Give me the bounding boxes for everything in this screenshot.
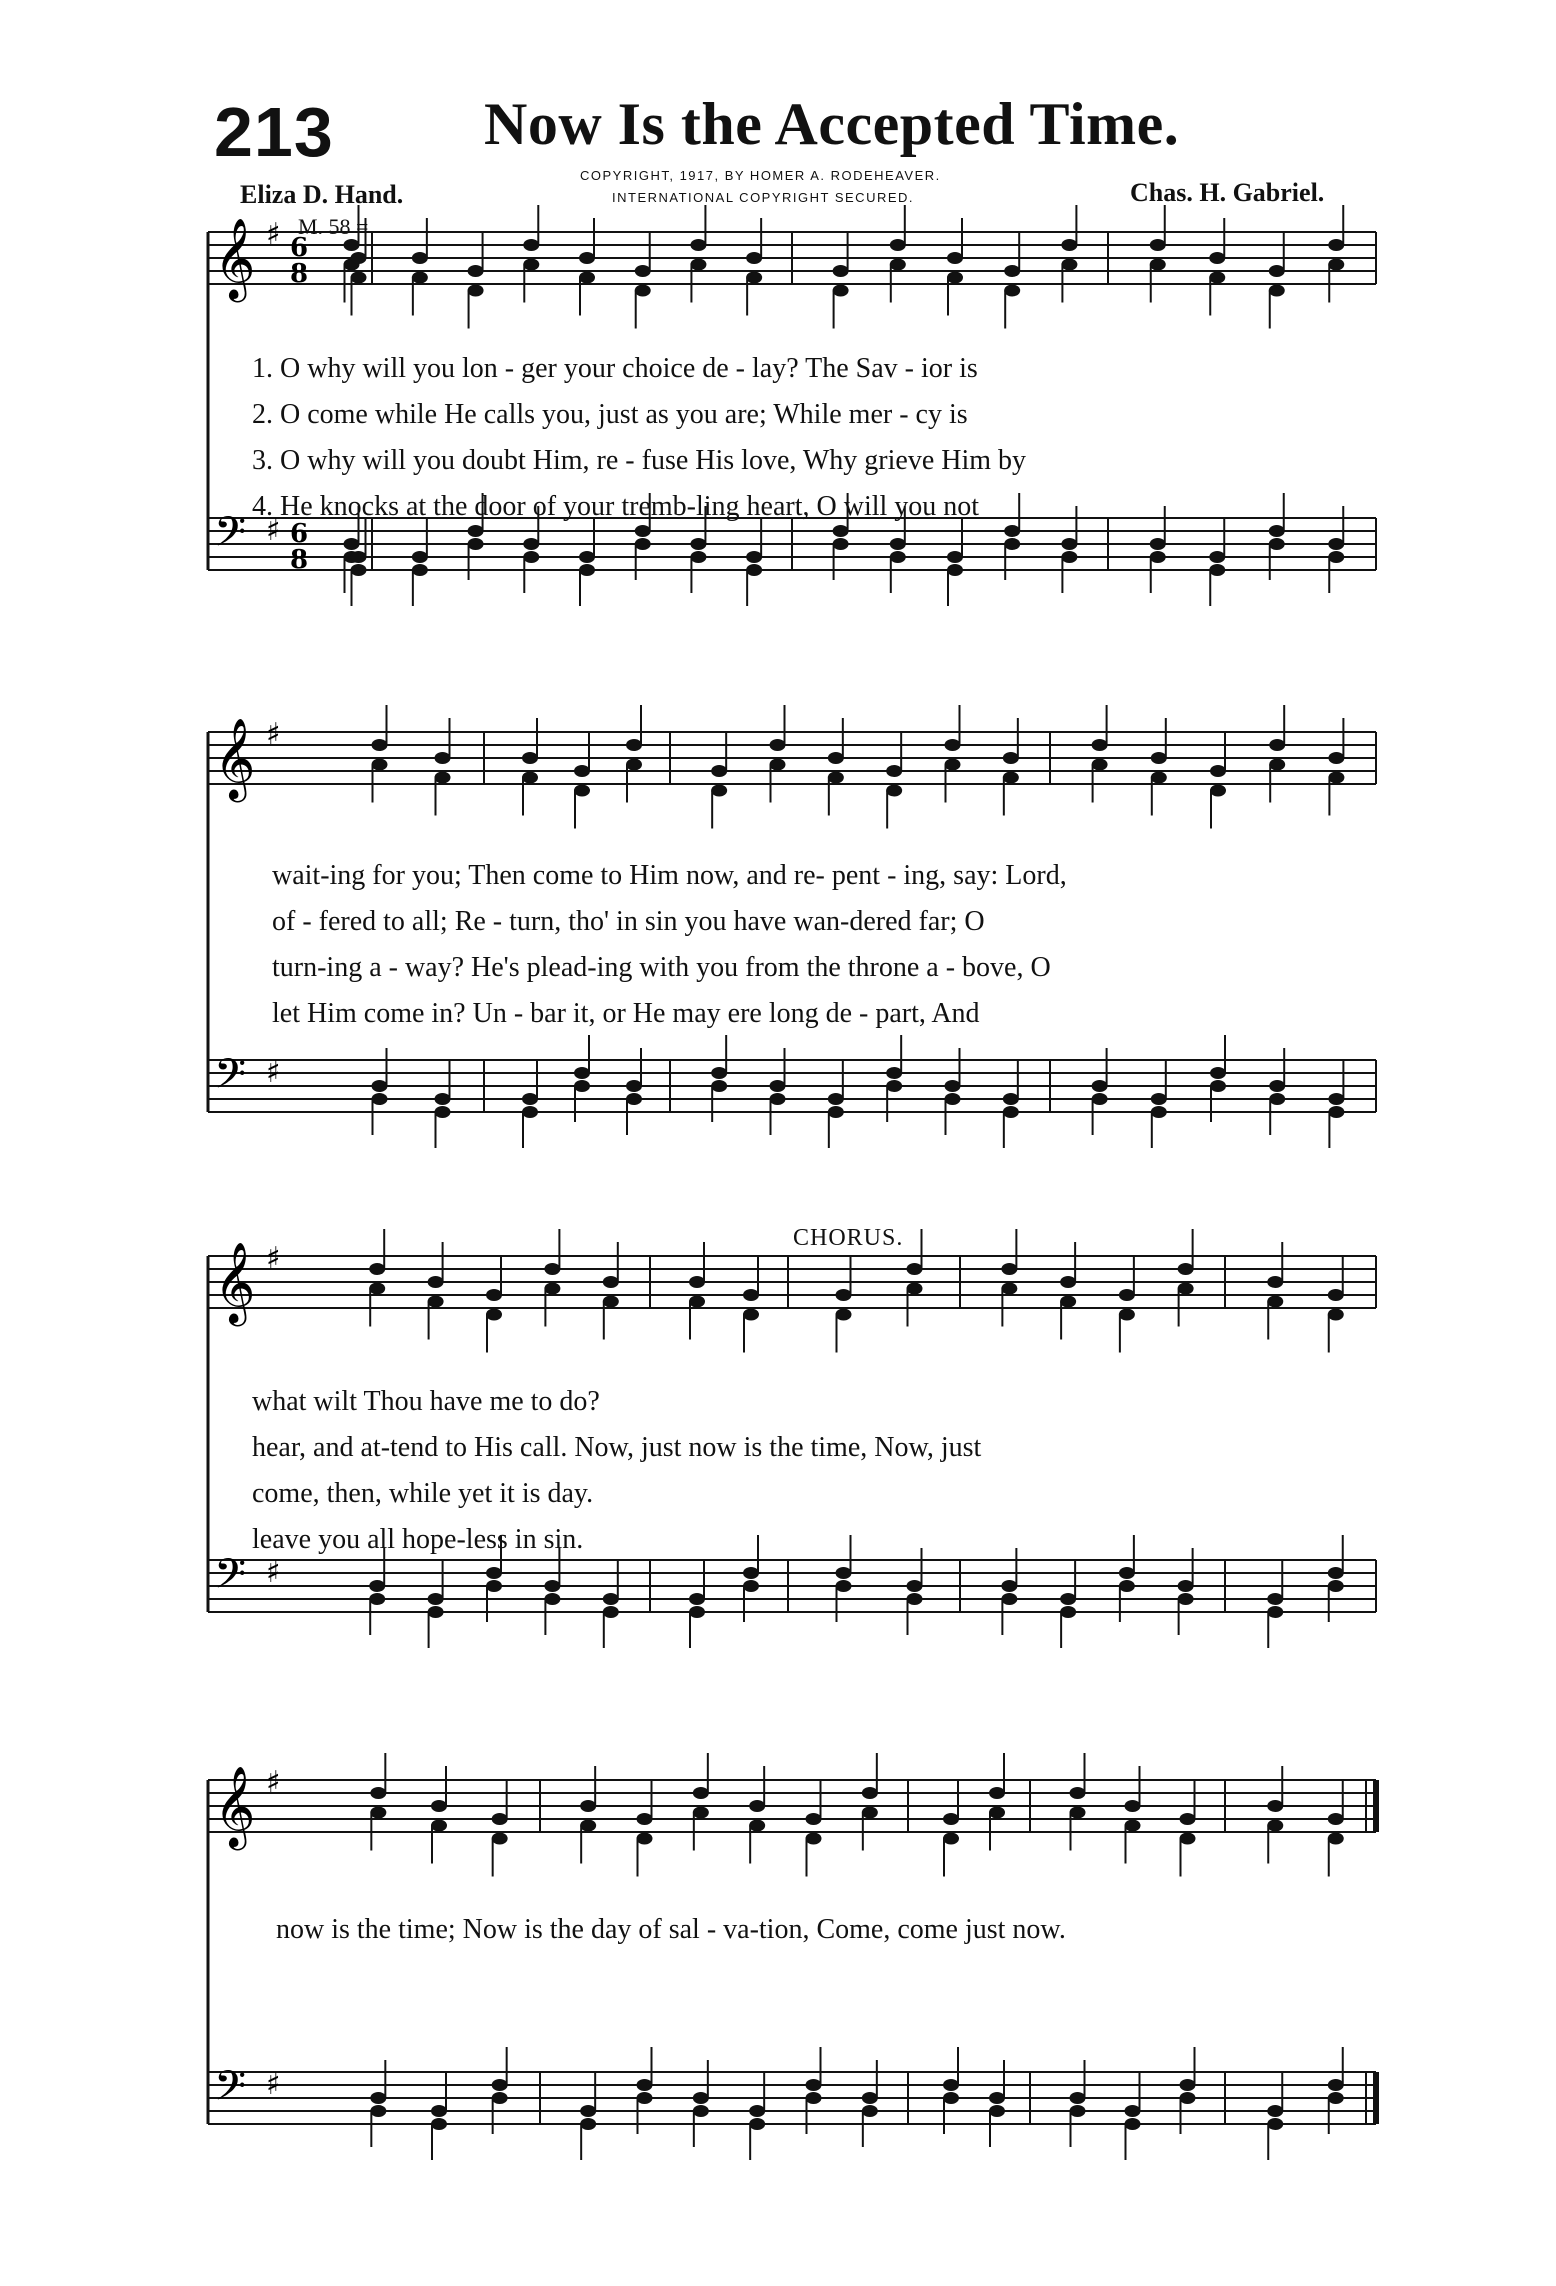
note-head (635, 285, 651, 297)
note-head (1178, 1593, 1194, 1605)
note-head (372, 1093, 388, 1105)
note-head (947, 551, 963, 563)
note-head (947, 564, 963, 576)
note-head (1269, 1093, 1285, 1105)
note-head (749, 2105, 765, 2117)
lyric-line: 2. O come while He calls you, just as you are; While mer - cy is (252, 399, 968, 430)
note-head (907, 1580, 923, 1592)
note-head (1269, 285, 1285, 297)
note-head (431, 1820, 447, 1832)
note-head (1178, 1263, 1194, 1275)
note-head (862, 2092, 878, 2104)
note-head (544, 1263, 560, 1275)
note-head (1060, 1606, 1076, 1618)
note-head (351, 252, 367, 264)
note-head (1004, 285, 1020, 297)
note-head (886, 785, 902, 797)
bass-clef-icon: 𝄢 (214, 1050, 247, 1108)
note-head (1180, 2092, 1196, 2104)
lyric-line: hear, and at-tend to His call. Now, just now is the time, Now, just (252, 1432, 982, 1463)
note-head (579, 564, 595, 576)
note-head (828, 1093, 844, 1105)
lyric-line: what wilt Thou have me to do? (252, 1386, 600, 1417)
note-head (947, 252, 963, 264)
note-head (689, 1276, 705, 1288)
note-head (626, 759, 642, 771)
note-head (862, 1787, 878, 1799)
note-head (945, 759, 961, 771)
note-head (523, 538, 539, 550)
note-head (833, 265, 849, 277)
note-head (412, 564, 428, 576)
note-head (626, 1093, 642, 1105)
note-head (833, 285, 849, 297)
note-head (1092, 759, 1108, 771)
note-head (412, 252, 428, 264)
note-head (372, 739, 388, 751)
note-head (1269, 759, 1285, 771)
note-head (635, 538, 651, 550)
lyric-line: turn-ing a - way? He's plead-ing with you from the throne a - bove, O (272, 952, 1051, 983)
hymn-title: Now Is the Accepted Time. (484, 91, 1180, 157)
note-head (890, 259, 906, 271)
note-head (1210, 1080, 1226, 1092)
note-head (947, 272, 963, 284)
note-head (749, 1800, 765, 1812)
note-head (943, 1833, 959, 1845)
note-head (351, 564, 367, 576)
treble-clef-icon: 𝄞 (214, 717, 256, 799)
lyric-line: come, then, while yet it is day. (252, 1478, 594, 1509)
note-head (522, 752, 538, 764)
note-head (523, 239, 539, 251)
note-head (637, 2092, 653, 2104)
note-head (828, 752, 844, 764)
note-head (635, 525, 651, 537)
lyric-line: now is the time; Now is the day of sal - va-tion, Come, come just now. (276, 1914, 1066, 1945)
note-head (1328, 1106, 1344, 1118)
lyric-line: 1. O why will you lon - ger your choice de - lay? The Sav - ior is (252, 353, 978, 384)
note-head (468, 525, 484, 537)
note-head (492, 2079, 508, 2091)
note-head (431, 1800, 447, 1812)
note-head (1269, 739, 1285, 751)
note-head (749, 1820, 765, 1832)
note-head (1328, 2092, 1344, 2104)
note-head (1180, 1833, 1196, 1845)
note-head (690, 551, 706, 563)
note-head (1180, 1813, 1196, 1825)
note-head (1070, 1787, 1086, 1799)
note-head (743, 1580, 759, 1592)
note-head (1092, 1080, 1108, 1092)
note-head (770, 739, 786, 751)
note-head (1209, 551, 1225, 563)
note-head (1092, 1093, 1108, 1105)
note-head (1151, 752, 1167, 764)
note-head (1328, 1093, 1344, 1105)
note-head (836, 1567, 852, 1579)
note-head (486, 1567, 502, 1579)
note-head (690, 239, 706, 251)
note-head (351, 551, 367, 563)
lyric-line: of - fered to all; Re - turn, tho' in sin you have wan-dered far; O (272, 906, 985, 937)
note-head (580, 1800, 596, 1812)
sharp-icon: ♯ (266, 1241, 281, 1276)
note-head (1151, 1106, 1167, 1118)
note-head (637, 1833, 653, 1845)
note-head (435, 1093, 451, 1105)
note-head (907, 1283, 923, 1295)
note-head (743, 1289, 759, 1301)
note-head (603, 1606, 619, 1618)
note-head (862, 1807, 878, 1819)
note-head (689, 1296, 705, 1308)
note-head (1092, 739, 1108, 751)
note-head (344, 538, 360, 550)
note-head (1328, 2079, 1344, 2091)
note-head (579, 272, 595, 284)
note-head (522, 1093, 538, 1105)
note-head (943, 2092, 959, 2104)
note-head (344, 239, 360, 251)
note-head (1267, 1593, 1283, 1605)
hymn-number: 213 (214, 93, 334, 171)
note-head (431, 2118, 447, 2130)
note-head (1328, 752, 1344, 764)
bass-clef-icon: 𝄢 (214, 2062, 247, 2120)
note-head (1267, 1800, 1283, 1812)
note-head (492, 1813, 508, 1825)
lyric-line: wait-ing for you; Then come to Him now, and re- pent - ing, say: Lord, (272, 860, 1067, 891)
note-head (1328, 1833, 1344, 1845)
note-head (579, 252, 595, 264)
note-head (603, 1276, 619, 1288)
note-head (1060, 1296, 1076, 1308)
note-head (1125, 1800, 1141, 1812)
note-head (1210, 785, 1226, 797)
note-head (1001, 1580, 1017, 1592)
copyright-notice-secondary: INTERNATIONAL COPYRIGHT SECURED. (612, 190, 915, 205)
note-head (468, 265, 484, 277)
note-head (1150, 259, 1166, 271)
note-head (1328, 1813, 1344, 1825)
note-head (693, 1807, 709, 1819)
note-head (351, 272, 367, 284)
note-head (1003, 772, 1019, 784)
note-head (1119, 1567, 1135, 1579)
note-head (806, 1833, 822, 1845)
note-head (626, 1080, 642, 1092)
note-head (836, 1289, 852, 1301)
note-head (770, 1093, 786, 1105)
note-head (1125, 2105, 1141, 2117)
note-head (492, 2092, 508, 2104)
time-signature: 6 (290, 519, 309, 549)
sharp-icon: ♯ (266, 217, 281, 252)
note-head (989, 1787, 1005, 1799)
note-head (945, 1080, 961, 1092)
note-head (1210, 1067, 1226, 1079)
note-head (574, 1080, 590, 1092)
note-head (1267, 1606, 1283, 1618)
note-head (1003, 1093, 1019, 1105)
note-head (806, 2079, 822, 2091)
note-head (1269, 525, 1285, 537)
note-head (637, 1813, 653, 1825)
time-signature: 8 (290, 545, 309, 575)
note-head (635, 265, 651, 277)
note-head (1150, 239, 1166, 251)
note-head (1269, 1080, 1285, 1092)
note-head (579, 551, 595, 563)
lyricist-credit: Eliza D. Hand. (240, 180, 404, 209)
note-head (1269, 538, 1285, 550)
note-head (580, 1820, 596, 1832)
note-head (428, 1593, 444, 1605)
lyric-line: leave you all hope-less in sin. (252, 1524, 584, 1555)
copyright-notice: COPYRIGHT, 1917, BY HOMER A. RODEHEAVER. (580, 168, 941, 183)
note-head (574, 1067, 590, 1079)
note-head (1328, 551, 1344, 563)
note-head (743, 1567, 759, 1579)
note-head (544, 1580, 560, 1592)
note-head (689, 1606, 705, 1618)
note-head (746, 252, 762, 264)
note-head (468, 538, 484, 550)
note-head (1269, 265, 1285, 277)
note-head (1328, 1309, 1344, 1321)
note-head (1070, 2092, 1086, 2104)
note-head (428, 1296, 444, 1308)
note-head (1267, 1820, 1283, 1832)
note-head (369, 1580, 385, 1592)
note-head (1150, 551, 1166, 563)
note-head (746, 564, 762, 576)
sharp-icon: ♯ (266, 1055, 281, 1090)
treble-clef-icon: 𝄞 (214, 217, 256, 299)
note-head (711, 765, 727, 777)
note-head (1004, 538, 1020, 550)
time-signature: 6 (290, 233, 309, 263)
note-head (428, 1276, 444, 1288)
note-head (693, 2092, 709, 2104)
note-head (522, 1106, 538, 1118)
sharp-icon: ♯ (266, 717, 281, 752)
note-head (370, 1787, 386, 1799)
note-head (828, 1106, 844, 1118)
note-head (770, 759, 786, 771)
note-head (626, 739, 642, 751)
note-head (886, 1067, 902, 1079)
note-head (693, 1787, 709, 1799)
note-head (689, 1593, 705, 1605)
note-head (746, 272, 762, 284)
note-head (1061, 538, 1077, 550)
note-head (523, 259, 539, 271)
note-head (580, 2105, 596, 2117)
note-head (690, 259, 706, 271)
note-head (372, 1080, 388, 1092)
note-head (1119, 1289, 1135, 1301)
note-head (943, 1813, 959, 1825)
note-head (746, 551, 762, 563)
note-head (749, 2118, 765, 2130)
note-head (1151, 772, 1167, 784)
lyric-line: let Him come in? Un - bar it, or He may ere long de - part, And (272, 998, 980, 1029)
note-head (989, 2105, 1005, 2117)
note-head (1125, 1820, 1141, 1832)
note-head (580, 2118, 596, 2130)
note-head (833, 525, 849, 537)
note-head (1004, 525, 1020, 537)
note-head (989, 1807, 1005, 1819)
note-head (1328, 772, 1344, 784)
note-head (862, 2105, 878, 2117)
note-head (711, 1080, 727, 1092)
note-head (544, 1283, 560, 1295)
note-head (945, 739, 961, 751)
note-head (890, 239, 906, 251)
note-head (1210, 765, 1226, 777)
note-head (1328, 1289, 1344, 1301)
bass-clef-icon: 𝄢 (214, 508, 247, 566)
note-head (1004, 265, 1020, 277)
note-head (1267, 1276, 1283, 1288)
treble-clef-icon: 𝄞 (214, 1765, 256, 1847)
note-head (836, 1309, 852, 1321)
note-head (412, 272, 428, 284)
note-head (890, 551, 906, 563)
note-head (428, 1606, 444, 1618)
note-head (1003, 1106, 1019, 1118)
note-head (945, 1093, 961, 1105)
metronome-marking: M. 58 = (298, 214, 369, 239)
note-head (370, 2105, 386, 2117)
note-head (1209, 564, 1225, 576)
note-head (1001, 1283, 1017, 1295)
note-head (1119, 1580, 1135, 1592)
note-head (1003, 752, 1019, 764)
note-head (435, 772, 451, 784)
note-head (372, 759, 388, 771)
note-head (486, 1309, 502, 1321)
chorus-label: CHORUS. (793, 1225, 904, 1251)
note-head (370, 1807, 386, 1819)
note-head (1178, 1283, 1194, 1295)
note-head (1209, 272, 1225, 284)
note-head (1328, 239, 1344, 251)
note-head (1061, 239, 1077, 251)
treble-clef-icon: 𝄞 (214, 1241, 256, 1323)
note-head (833, 538, 849, 550)
note-head (1328, 1580, 1344, 1592)
note-head (1119, 1309, 1135, 1321)
note-head (522, 772, 538, 784)
note-head (907, 1593, 923, 1605)
note-head (1267, 2118, 1283, 2130)
note-head (1328, 1567, 1344, 1579)
note-head (989, 2092, 1005, 2104)
note-head (1060, 1593, 1076, 1605)
note-head (369, 1283, 385, 1295)
note-head (806, 2092, 822, 2104)
sharp-icon: ♯ (266, 513, 281, 548)
note-head (1125, 2118, 1141, 2130)
note-head (743, 1309, 759, 1321)
sharp-icon: ♯ (266, 1555, 281, 1590)
note-head (486, 1580, 502, 1592)
note-head (370, 2092, 386, 2104)
note-head (943, 2079, 959, 2091)
note-head (907, 1263, 923, 1275)
note-head (1001, 1593, 1017, 1605)
note-head (1070, 2105, 1086, 2117)
note-head (1061, 551, 1077, 563)
note-head (637, 2079, 653, 2091)
note-head (492, 1833, 508, 1845)
note-head (369, 1593, 385, 1605)
note-head (886, 1080, 902, 1092)
note-head (886, 765, 902, 777)
note-head (523, 551, 539, 563)
note-head (603, 1296, 619, 1308)
note-head (1151, 1093, 1167, 1105)
note-head (468, 285, 484, 297)
lyric-line: 3. O why will you doubt Him, re - fuse His love, Why grieve Him by (252, 445, 1027, 476)
note-head (1267, 2105, 1283, 2117)
note-head (1178, 1580, 1194, 1592)
note-head (1328, 259, 1344, 271)
note-head (890, 538, 906, 550)
note-head (1070, 1807, 1086, 1819)
note-head (431, 2105, 447, 2117)
note-head (711, 785, 727, 797)
note-head (1267, 1296, 1283, 1308)
note-head (1061, 259, 1077, 271)
note-head (770, 1080, 786, 1092)
note-head (544, 1593, 560, 1605)
note-head (806, 1813, 822, 1825)
note-head (690, 538, 706, 550)
bass-clef-icon: 𝄢 (214, 1550, 247, 1608)
note-head (1060, 1276, 1076, 1288)
note-head (836, 1580, 852, 1592)
note-head (1328, 538, 1344, 550)
note-head (1180, 2079, 1196, 2091)
note-head (1150, 538, 1166, 550)
composer-credit: Chas. H. Gabriel. (1130, 178, 1325, 207)
note-head (1209, 252, 1225, 264)
note-head (711, 1067, 727, 1079)
note-head (603, 1593, 619, 1605)
time-signature: 8 (290, 259, 309, 289)
sharp-icon: ♯ (266, 2067, 281, 2102)
sharp-icon: ♯ (266, 1765, 281, 1800)
note-head (574, 785, 590, 797)
note-head (486, 1289, 502, 1301)
note-head (369, 1263, 385, 1275)
note-head (435, 1106, 451, 1118)
note-head (574, 765, 590, 777)
note-head (412, 551, 428, 563)
note-head (435, 752, 451, 764)
lyric-line: 4. He knocks at the door of your tremb-ling heart, O will you not (252, 491, 980, 522)
note-head (828, 772, 844, 784)
note-head (1001, 1263, 1017, 1275)
note-head (693, 2105, 709, 2117)
